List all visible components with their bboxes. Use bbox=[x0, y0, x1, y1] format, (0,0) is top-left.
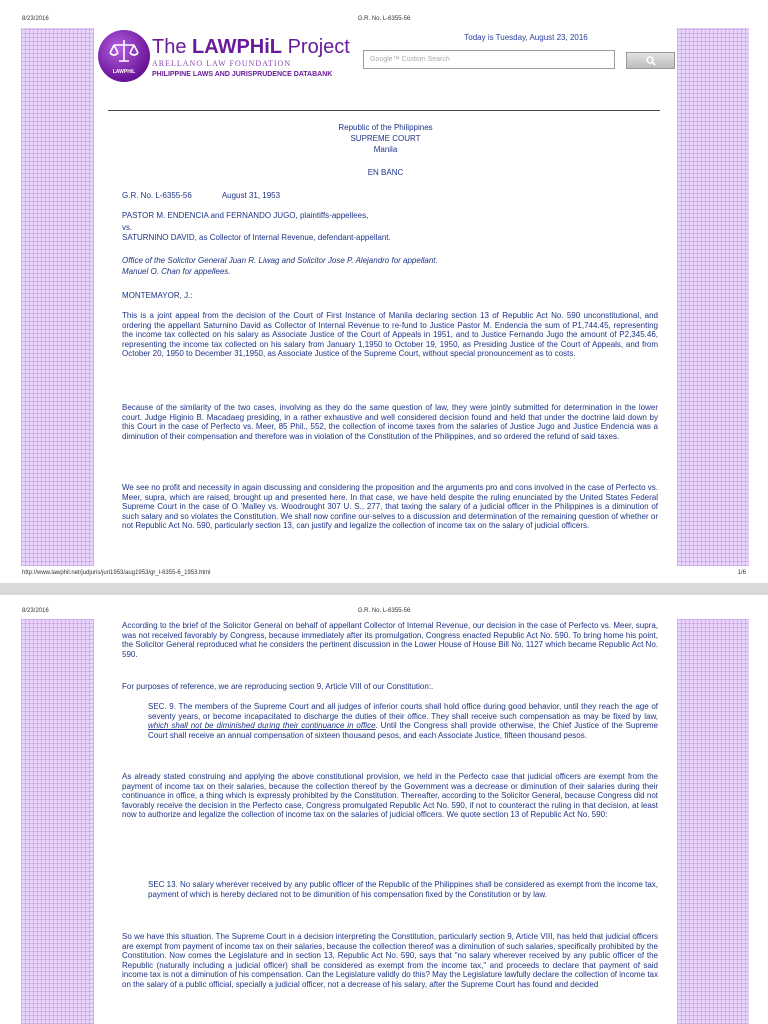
page-content bbox=[95, 619, 676, 1024]
search-input[interactable]: Google™ Custom Search bbox=[363, 50, 615, 69]
case-date: August 31, 1953 bbox=[221, 191, 281, 200]
court-division: EN BANC bbox=[367, 168, 404, 177]
pdf-page-2 bbox=[0, 595, 768, 1024]
court-republic: Republic of the Philippines bbox=[338, 123, 433, 132]
body-paragraph: For purposes of reference, we are reproducing section 9, Article VIII of our Constitution:. bbox=[122, 682, 434, 691]
databank-tagline: PHILIPPINE LAWS AND JURISPRUDENCE DATABANK bbox=[152, 71, 333, 78]
today-date: Today is Tuesday, August 23, 2016 bbox=[464, 33, 588, 42]
right-pattern-margin bbox=[677, 619, 749, 1024]
ponente: MONTEMAYOR, J.: bbox=[122, 291, 193, 300]
page-content bbox=[95, 28, 676, 566]
court-name: SUPREME COURT bbox=[350, 134, 421, 143]
body-paragraph: According to the brief of the Solicitor General on behalf of appellant Collector of Internal Revenue, our decision in the case of Perfecto vs. Meer, supra, was not received favorably by Congress, because immediately after its promulgation, Congress enacted Republic Act No. 590. To bring home his point, the Solicitor General reproduced what he considers the pertinent discussion in the Lower House of House Bill No. 1127 which became Republic Act No. 590. bbox=[122, 621, 658, 659]
print-title: G.R. No. L-6355-56 bbox=[357, 16, 411, 22]
page-gap bbox=[0, 583, 768, 595]
parties-vs: vs. bbox=[122, 223, 133, 232]
header-divider bbox=[108, 110, 660, 111]
left-pattern-margin bbox=[21, 28, 94, 566]
case-number: G.R. No. L-6355-56 bbox=[122, 191, 192, 200]
counsel-appellant: Office of the Solicitor General Juan R. Liwag and Solicitor Jose P. Alejandro for appellant. bbox=[122, 256, 438, 265]
counsel-appellees: Manuel O. Chan for appellees. bbox=[122, 267, 231, 276]
body-paragraph: So we have this situation. The Supreme Court in a decision interpreting the Constitution, particularly section 9, Article VIII, has held that judicial officers are exempt from payment of income tax on their salaries, because the collection thereof was a diminution of such salaries, specifically prohibited by the Constitution. Now comes the Legislature and in section 13, Republic Act No. 590, says that "no salary wherever received by any public officer of the Republic (naturally including a judicial officer) shall be considered as exempt from the income tax," and proceeds to declare that payment of said income tax is not a diminution of his compensation. Can the Legislature validly do this? May the Legislature lawfully declare the collection of income tax on the salary of a public official, specially a judicial officer, not a decrease of his salary, after the Supreme Court has found and decided bbox=[122, 932, 658, 989]
magnifier-icon bbox=[646, 56, 656, 66]
lawphil-logo[interactable] bbox=[98, 30, 150, 82]
parties-plaintiffs: PASTOR M. ENDENCIA and FERNANDO JUGO, plaintiffs-appellees, bbox=[122, 211, 369, 220]
body-paragraph: As already stated construing and applying the above constitutional provision, we held in the Perfecto case that judicial officers are exempt from the payment of income tax on their salaries, because the collection thereof by the Government was a decrease or diminution of their salaries during their continuance in office, a thing which is expressly prohibited by the Constitution. Thereafter, according to the Solicitor General, because Congress did not favorably receive the decision in the Perfecto case, Congress promulgated Republic Act No. 590, if not to counteract the ruling in that decision, at least now to authorize and legalize the collection of income tax on the salaries of judicial officers. We quote section 13 of Republic Act No. 590: bbox=[122, 772, 658, 820]
quoted-section-13: SEC 13. No salary wherever received by any public officer of the Republic of the Philippines shall be considered as exempt from the income tax, payment of which is hereby declared not to be dimunition of his compensation fixed by the Constitution or by law. bbox=[148, 880, 658, 899]
print-title: G.R. No. L-6355-56 bbox=[357, 608, 411, 614]
right-pattern-margin bbox=[677, 28, 749, 566]
emphasized-clause: which shall not be diminished during their continuance in office bbox=[148, 721, 376, 731]
print-date: 8/23/2016 bbox=[22, 16, 49, 22]
body-paragraph: This is a joint appeal from the decision of the Court of First Instance of Manila declaring section 13 of Republic Act No. 590 unconstitutional, and ordering the appellant Saturnino David as Collector of Internal Revenue to re-fund to Justice Pastor M. Endencia the sum of P1,744.45, representing the income tax collected on his salary as Associate Justice of the Court of Appeals in 1951, and to Justice Fernando Jugo the amount of P2,345.46, representing the income tax collected on his salary from January 1,1950 to October 19, 1950, as Presiding Justice of the Court of Appeals, and from October 20, 1950 to December 31,1950, as Associate Justice of the Supreme Court, without special pronouncement as to costs. bbox=[122, 311, 658, 359]
site-brand[interactable]: The LAWPHiL Project bbox=[152, 36, 350, 58]
logo-caption: LAWPHiL bbox=[112, 69, 136, 75]
print-url: http://www.lawphil.net/judjuris/juri1953/aug1953/gr_l-6355-6_1953.html bbox=[22, 570, 211, 576]
body-paragraph: Because of the similarity of the two cases, involving as they do the same question of law, they were jointly submitted for determination in the lower court. Judge Higinio B. Macadaeg presiding, in a rather exhaustive and well considered decision found and held that under the doctrine laid down by this Court in the case of Perfecto vs. Meer, 85 Phil., 552, the collection of income taxes from the salaries of Justice Jugo and Justice Endencia was a diminution of their compensation and therefore was in violation of the Constitution of the Philippines, and so ordered the refund of said taxes. bbox=[122, 403, 658, 441]
foundation-name: ARELLANO LAW FOUNDATION bbox=[152, 59, 292, 68]
left-pattern-margin bbox=[21, 619, 94, 1024]
print-date: 8/23/2016 bbox=[22, 608, 49, 614]
scales-of-justice-icon bbox=[107, 37, 141, 67]
parties-defendant: SATURNINO DAVID, as Collector of Internal Revenue, defendant-appellant. bbox=[122, 233, 391, 242]
body-paragraph: We see no profit and necessity in again discussing and considering the proposition and the arguments pro and cons involved in the case of Perfecto vs. Meer, supra, which are raised, brought up and presented here. In that case, we have held despite the ruling enunciated by the United States Federal Supreme Court in the case of O 'Malley vs. Woodrought 307 U. S., 277, that taxing the salary of a judicial officer in the Philippines is a diminution of such salary and so violates the Constitution. We shall now confine our-selves to a discussion and determination of the remaining question of whether or not Republic Act No. 590, particularly section 13, can justify and legalize the collection of income tax on the salary of judicial officers. bbox=[122, 483, 658, 531]
court-city: Manila bbox=[373, 145, 398, 154]
print-page-number: 1/6 bbox=[737, 570, 746, 576]
search-button[interactable] bbox=[626, 52, 675, 69]
case-number-line bbox=[122, 191, 658, 201]
quoted-section-9: SEC. 9. The members of the Supreme Court and all judges of inferior courts shall hold office during good behavior, until they reach the age of seventy years, or become incapacitated to discharge the duties of their office. They shall receive such compensation as may be fixed by law, which shall not be diminished during their continuance in office. Until the Congress shall provide otherwise, the Chief Justice of the Supreme Court shall receive an annual compensation of sixteen thousand pesos, and each Associate Justice, fifteen thousand pesos. bbox=[148, 702, 659, 740]
